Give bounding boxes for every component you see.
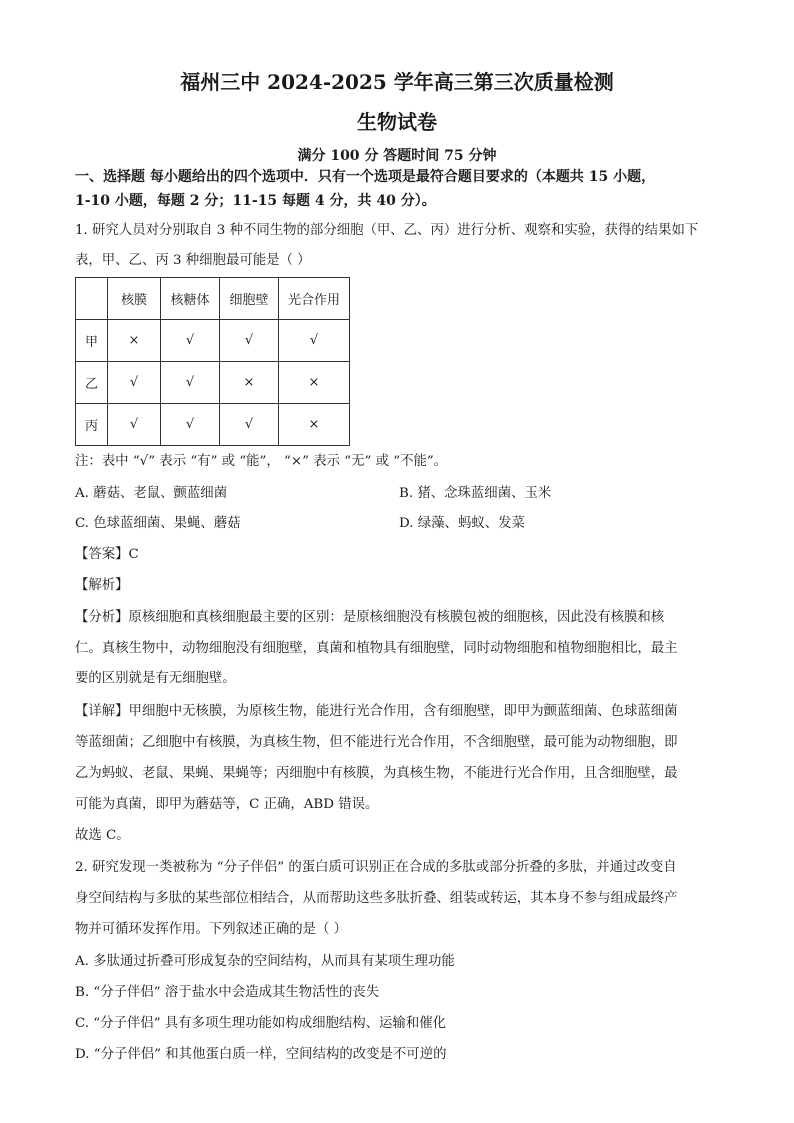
q2-stem-line2: 身空间结构与多肽的某些部位相结合，从而帮助这些多肽折叠、组装或转运，其本身不参与组成最终产	[75, 891, 678, 906]
table-row	[76, 362, 350, 404]
table-cell: ×	[279, 404, 350, 446]
table-cell: ×	[220, 362, 279, 404]
section-heading-line1: 一、选择题 每小题给出的四个选项中．只有一个选项是最符合题目要求的（本题共 15 小题，	[75, 169, 656, 185]
q1-analysis-label: 【解析】	[75, 578, 129, 593]
q1-xiangjie-line2: 等蓝细菌；乙细胞中有核膜，为真核生物，但不能进行光合作用，不含细胞壁，最可能为动物细胞，即	[75, 735, 678, 750]
q1-table	[75, 277, 350, 446]
q1-option-a: A. 蘑菇、老鼠、颤蓝细菌	[75, 486, 228, 501]
table-cell: 甲	[76, 320, 108, 362]
table-cell: ×	[279, 362, 350, 404]
q1-option-b: B. 猪、念珠蓝细菌、玉米	[399, 486, 552, 501]
table-cell: 乙	[76, 362, 108, 404]
q1-fenxi-line3: 要的区别就是有无细胞壁。	[75, 671, 236, 686]
table-cell	[76, 278, 108, 320]
table-cell: √	[161, 404, 220, 446]
q1-answer: 【答案】C	[75, 547, 139, 562]
q1-stem-line2: 表，甲、乙、丙 3 种细胞最可能是（ ）	[75, 253, 311, 268]
table-cell: √	[108, 404, 161, 446]
table-cell: √	[220, 404, 279, 446]
table-cell: √	[279, 320, 350, 362]
q1-fenxi-line1: 【分析】原核细胞和真核细胞最主要的区别：是原核细胞没有核膜包被的细胞核，因此没有核膜和核	[75, 610, 665, 625]
table-cell: √	[220, 320, 279, 362]
q1-xiangjie-line4: 可能为真菌，即甲为蘑菇等，C 正确，ABD 错误。	[75, 797, 379, 812]
q1-stem-line1: 1. 研究人员对分别取自 3 种不同生物的部分细胞（甲、乙、丙）进行分析、观察和实验，获得的结果如下	[75, 223, 699, 238]
table-cell: 核糖体	[161, 278, 220, 320]
table-cell: ×	[108, 320, 161, 362]
q2-option-a: A. 多肽通过折叠可形成复杂的空间结构，从而具有某项生理功能	[75, 954, 455, 969]
q1-table-note: 注：表中 “√” 表示 “有” 或 “能”， “×” 表示 “无” 或 “不能”。	[75, 454, 448, 469]
table-cell: 细胞壁	[220, 278, 279, 320]
q2-option-d: D. “分子伴侣” 和其他蛋白质一样，空间结构的改变是不可逆的	[75, 1047, 447, 1062]
q2-option-c: C. “分子伴侣” 具有多项生理功能如构成细胞结构、运输和催化	[75, 1016, 446, 1031]
table-header-row	[76, 278, 350, 320]
q1-xiangjie-line1: 【详解】甲细胞中无核膜，为原核生物，能进行光合作用，含有细胞壁，即甲为颤蓝细菌、色球蓝细菌	[75, 704, 678, 719]
score-time: 满分 100 分 答题时间 75 分钟	[297, 148, 497, 164]
table-cell: √	[108, 362, 161, 404]
q2-stem-line1: 2. 研究发现一类被称为 “分子伴侣” 的蛋白质可识别正在合成的多肽或部分折叠的多肽，并通过改变自	[75, 860, 677, 875]
q1-xiangjie-line3: 乙为蚂蚁、老鼠、果蝇、果蝇等；丙细胞中有核膜，为真核生物，不能进行光合作用，且含细胞壁，最	[75, 766, 678, 781]
table-cell: 光合作用	[279, 278, 350, 320]
q1-option-c: C. 色球蓝细菌、果蝇、蘑菇	[75, 516, 241, 531]
table-cell: √	[161, 362, 220, 404]
subject-title: 生物试卷	[357, 110, 437, 134]
table-row	[76, 404, 350, 446]
table-cell: 核膜	[108, 278, 161, 320]
table-cell: 丙	[76, 404, 108, 446]
q1-fenxi-line2: 仁。真核生物中，动物细胞没有细胞壁，真菌和植物具有细胞壁，同时动物细胞和植物细胞相比，最主	[75, 641, 678, 656]
q2-stem-line3: 物并可循环发挥作用。下列叙述正确的是（ ）	[75, 922, 348, 937]
table-row	[76, 320, 350, 362]
q1-conclusion: 故选 C。	[75, 828, 130, 843]
q1-option-d: D. 绿藻、蚂蚁、发菜	[399, 516, 525, 531]
exam-title: 福州三中 2024-2025 学年高三第三次质量检测	[180, 70, 614, 94]
q2-option-b: B. “分子伴侣” 溶于盐水中会造成其生物活性的丧失	[75, 985, 380, 1000]
table-cell: √	[161, 320, 220, 362]
section-heading-line2: 1-10 小题，每题 2 分；11-15 每题 4 分，共 40 分）。	[75, 193, 436, 209]
